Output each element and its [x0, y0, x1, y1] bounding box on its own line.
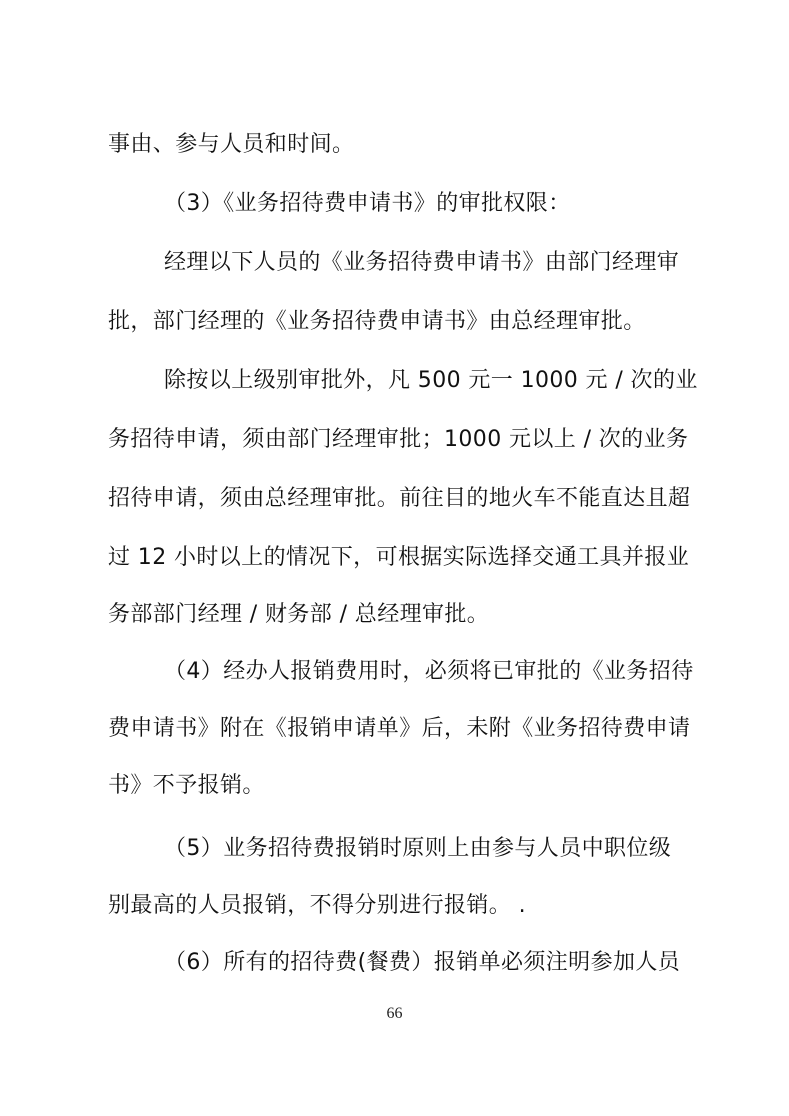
- text-line: （3）《业务招待费申请书》的审批权限：: [164, 191, 571, 216]
- text-line: 书》不予报销。: [108, 773, 265, 798]
- text-line: 除按以上级别审批外，凡 500 元一 1000 元 / 次的业: [164, 368, 698, 393]
- text-line: 费申请书》附在《报销申请单》后，未附《业务招待费申请: [108, 716, 691, 741]
- text-line: 事由、参与人员和时间。: [108, 132, 355, 157]
- page-number: 66: [386, 1005, 403, 1022]
- text-line: 务部部门经理 / 财务部 / 总经理审批。: [108, 602, 490, 627]
- text-line: （5）业务招待费报销时原则上由参与人员中职位级: [164, 836, 672, 861]
- text-line: 务招待申请，须由部门经理审批；1000 元以上 / 次的业务: [108, 427, 689, 452]
- text-line: 批，部门经理的《业务招待费申请书》由总经理审批。: [108, 309, 646, 334]
- text-line: （4）经办人报销费用时，必须将已审批的《业务招待: [164, 659, 694, 684]
- text-line: 经理以下人员的《业务招待费申请书》由部门经理审: [164, 250, 680, 275]
- text-line: 别最高的人员报销，不得分别进行报销。 .: [108, 893, 526, 918]
- text-line: 招待申请，须由总经理审批。前往目的地火车不能直达且超: [108, 486, 691, 511]
- text-line: （6）所有的招待费(餐费）报销单必须注明参加人员: [164, 950, 681, 975]
- text-line: 过 12 小时以上的情况下，可根据实际选择交通工具并报业: [108, 545, 690, 570]
